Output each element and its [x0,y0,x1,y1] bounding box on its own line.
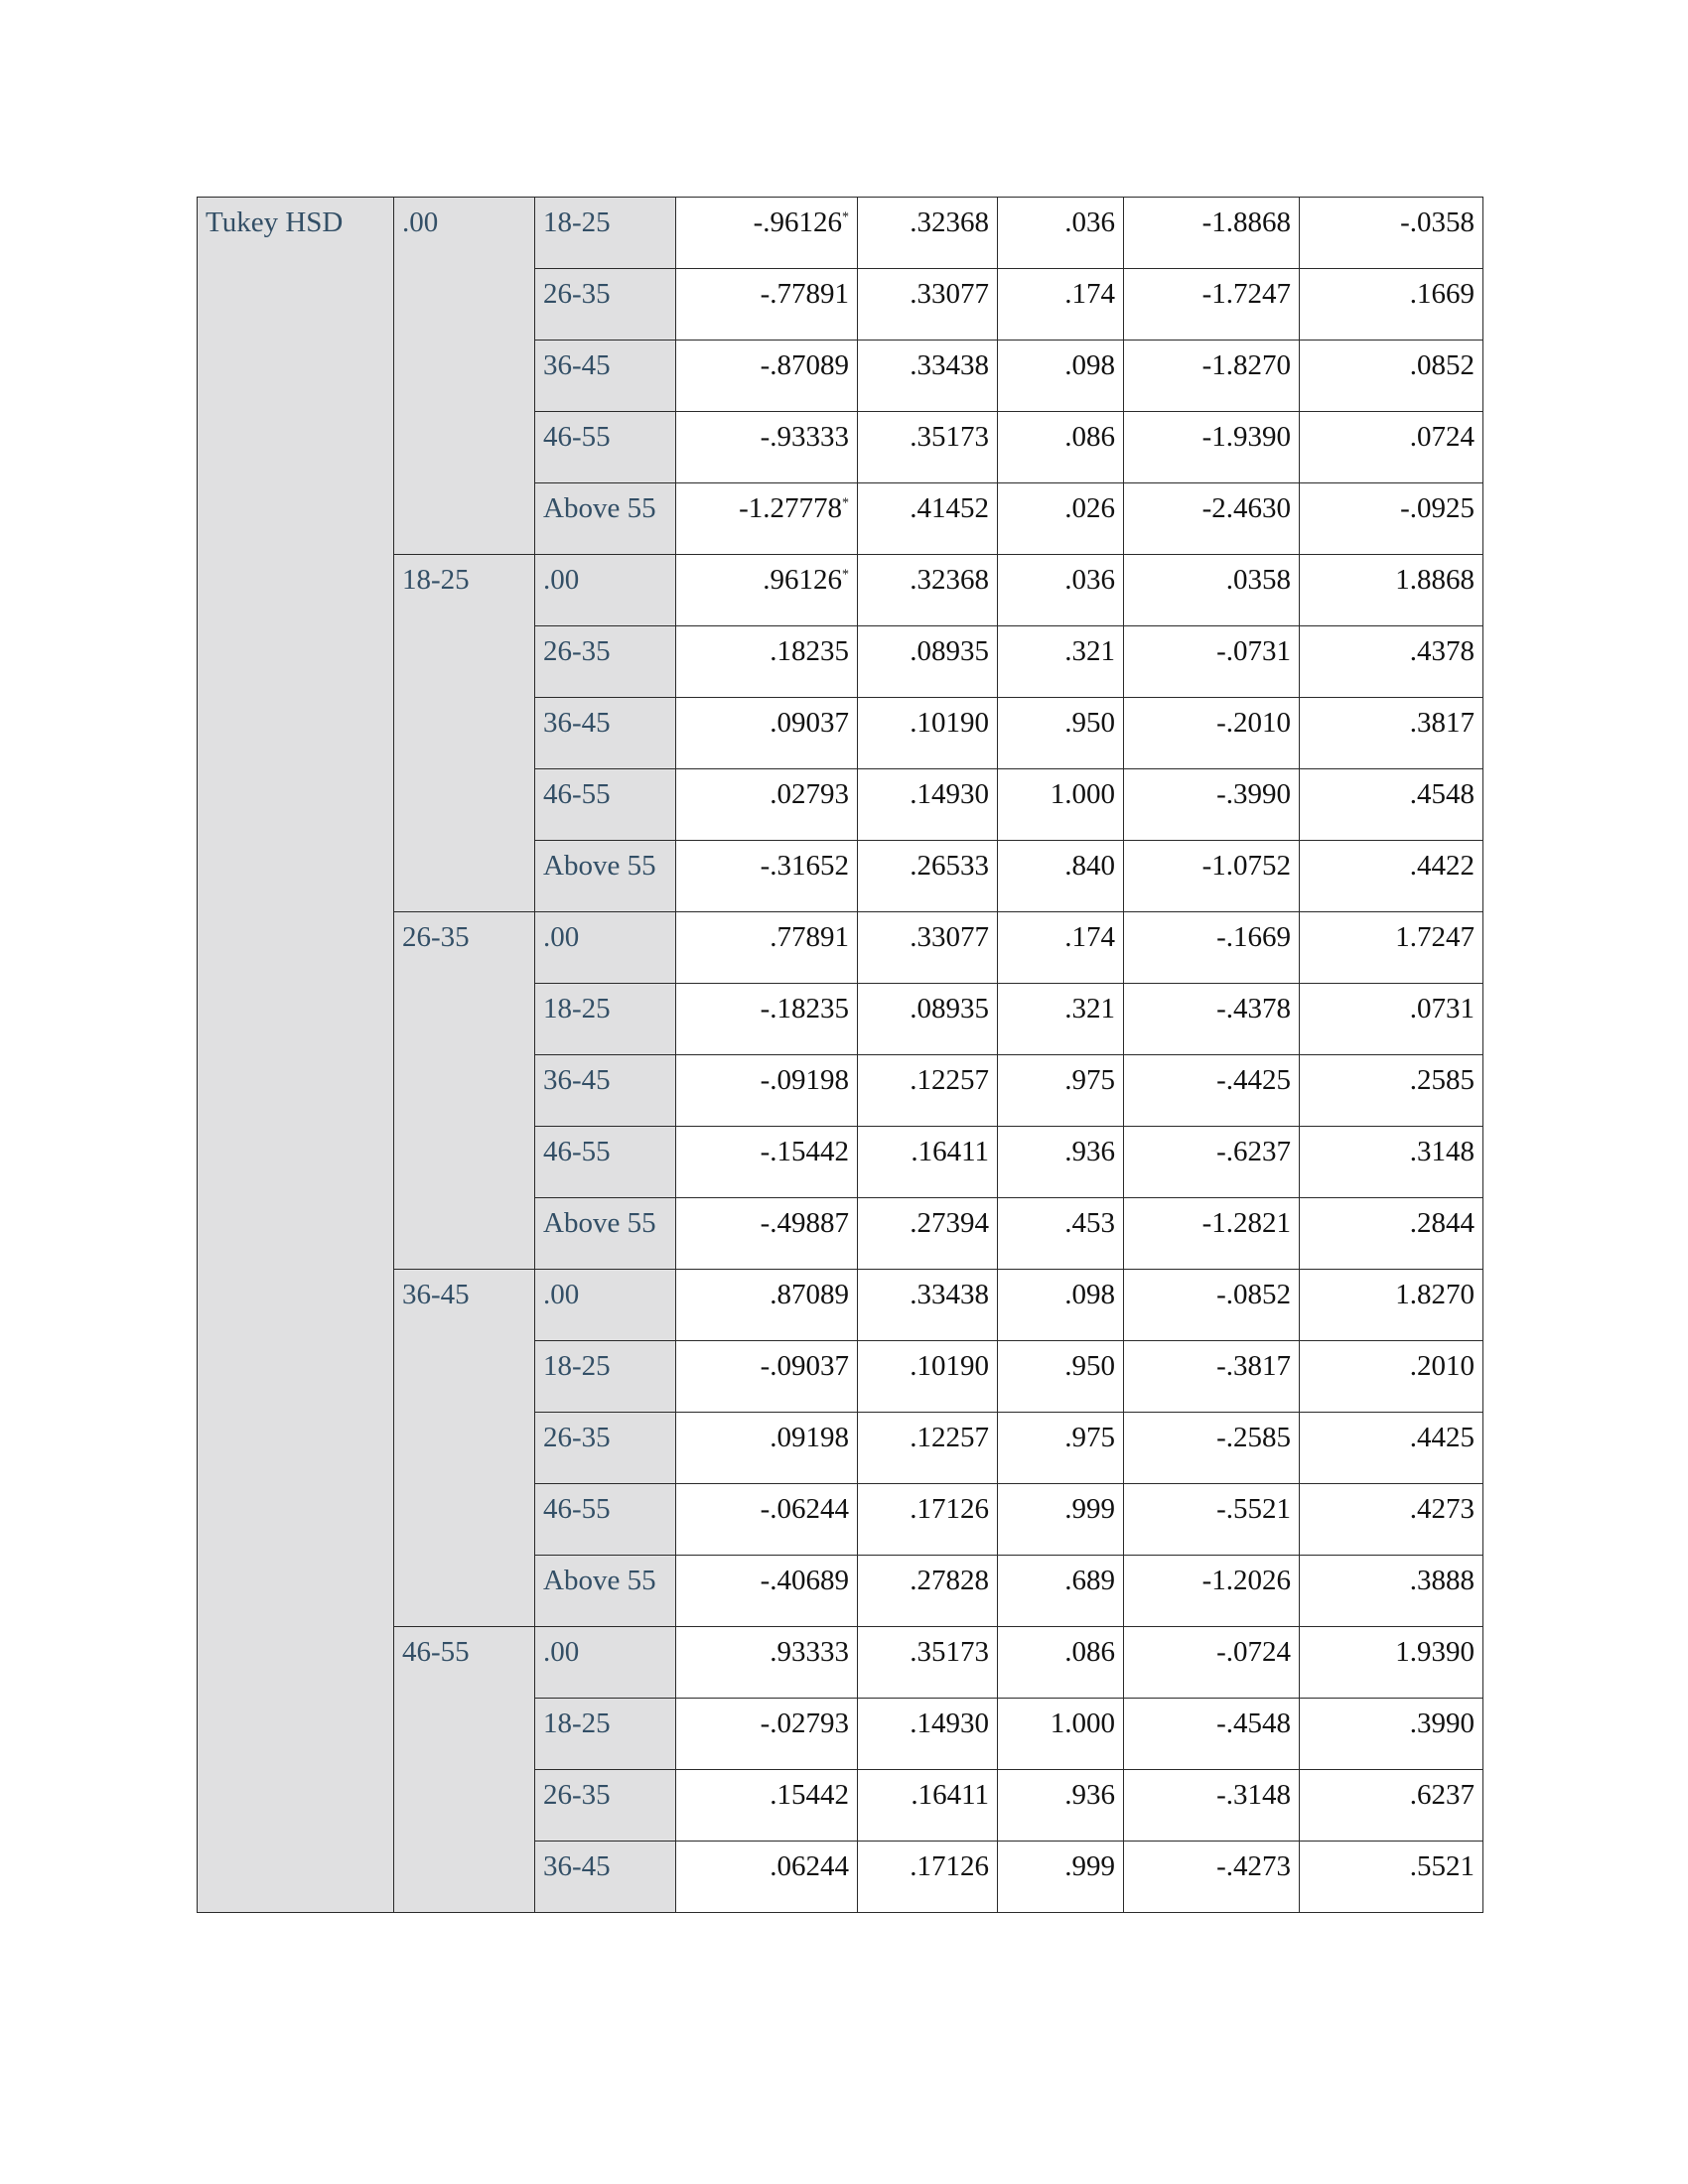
cell-value: .14930 [910,778,989,810]
upper-bound-cell [1300,841,1483,912]
std-error-cell [858,483,998,555]
cell-value: 1.7247 [1395,921,1475,953]
lower-bound-cell [1124,1627,1300,1699]
mean-difference-cell [676,1198,858,1270]
cell-value: -1.9390 [1201,421,1291,453]
mean-difference-cell [676,841,858,912]
significance-marker: * [842,495,849,511]
significance-marker: * [842,209,849,225]
cell-value: .174 [1064,278,1115,310]
mean-difference-cell [676,1270,858,1341]
std-error-cell [858,269,998,341]
group-j-label: Above 55 [535,841,676,912]
upper-bound-cell [1300,1842,1483,1913]
cell-value: .41452 [910,492,989,524]
cell-value: -.93333 [760,421,849,453]
upper-bound-cell [1300,769,1483,841]
upper-bound-cell [1300,912,1483,984]
mean-difference-cell [676,1484,858,1556]
std-error-cell [858,1413,998,1484]
cell-value: .32368 [910,564,989,596]
mean-difference-cell [676,1699,858,1770]
cell-value: .3990 [1409,1707,1475,1739]
cell-value: .17126 [910,1850,989,1882]
cell-value: .0852 [1409,349,1475,381]
lower-bound-cell [1124,269,1300,341]
sig-cell [998,412,1124,483]
cell-value: -.09037 [760,1350,849,1382]
cell-value: .12257 [910,1064,989,1096]
group-i-label: 18-25 [394,555,535,912]
sig-cell [998,984,1124,1055]
group-i-label: 26-35 [394,912,535,1270]
lower-bound-cell [1124,1270,1300,1341]
group-j-label: 18-25 [535,1341,676,1413]
lower-bound-cell [1124,1842,1300,1913]
cell-value: .3888 [1409,1565,1475,1596]
cell-value: -1.0752 [1201,850,1291,882]
std-error-cell [858,984,998,1055]
group-j-label: .00 [535,912,676,984]
cell-value: .33077 [910,921,989,953]
cell-value: .35173 [910,1636,989,1668]
cell-value: .3148 [1409,1136,1475,1167]
cell-value: .086 [1064,1636,1115,1668]
method-label: Tukey HSD [198,198,394,1913]
cell-value: .036 [1064,564,1115,596]
cell-value: -1.8868 [1201,206,1291,238]
sig-cell [998,841,1124,912]
cell-value: .950 [1064,707,1115,739]
mean-difference-cell [676,1127,858,1198]
cell-value: .33438 [910,1279,989,1310]
std-error-cell [858,626,998,698]
upper-bound-cell [1300,984,1483,1055]
cell-value: .0358 [1225,564,1291,596]
cell-value: .09198 [770,1422,849,1453]
upper-bound-cell [1300,1341,1483,1413]
cell-value: -.18235 [760,993,849,1024]
mean-difference-cell [676,912,858,984]
cell-value: 1.9390 [1395,1636,1475,1668]
lower-bound-cell [1124,912,1300,984]
std-error-cell [858,1055,998,1127]
cell-value: .12257 [910,1422,989,1453]
upper-bound-cell [1300,1270,1483,1341]
cell-value: -.06244 [760,1493,849,1525]
cell-value: -.1669 [1216,921,1291,953]
cell-value: .098 [1064,1279,1115,1310]
std-error-cell [858,341,998,412]
cell-value: -1.2026 [1201,1565,1291,1596]
cell-value: .026 [1064,492,1115,524]
cell-value: .16411 [911,1779,989,1811]
std-error-cell [858,1127,998,1198]
sig-cell [998,198,1124,269]
cell-value: 1.000 [1050,1707,1115,1739]
std-error-cell [858,412,998,483]
cell-value: .08935 [910,635,989,667]
lower-bound-cell [1124,1198,1300,1270]
mean-difference-cell [676,1341,858,1413]
std-error-cell [858,841,998,912]
group-i-label: 36-45 [394,1270,535,1627]
cell-value: .2585 [1409,1064,1475,1096]
std-error-cell [858,912,998,984]
group-i-label: .00 [394,198,535,555]
cell-value: .17126 [910,1493,989,1525]
std-error-cell [858,1770,998,1842]
upper-bound-cell [1300,1484,1483,1556]
upper-bound-cell [1300,1198,1483,1270]
cell-value: -.2585 [1216,1422,1291,1453]
group-j-label: 36-45 [535,1055,676,1127]
cell-value: .27828 [910,1565,989,1596]
group-j-label: 26-35 [535,1413,676,1484]
lower-bound-cell [1124,198,1300,269]
cell-value: .09037 [770,707,849,739]
cell-value: .321 [1064,993,1115,1024]
group-j-label: .00 [535,1270,676,1341]
cell-value: -.96126 [753,206,842,238]
cell-value: .35173 [910,421,989,453]
tukey-hsd-table [197,197,1483,1913]
cell-value: .26533 [910,850,989,882]
cell-value: -.2010 [1216,707,1291,739]
group-j-label: Above 55 [535,1556,676,1627]
cell-value: -2.4630 [1201,492,1291,524]
cell-value: -.0852 [1216,1279,1291,1310]
mean-difference-cell [676,341,858,412]
group-j-label: 36-45 [535,698,676,769]
cell-value: .08935 [910,993,989,1024]
sig-cell [998,1413,1124,1484]
cell-value: -.15442 [760,1136,849,1167]
upper-bound-cell [1300,198,1483,269]
cell-value: .086 [1064,421,1115,453]
cell-value: .0724 [1409,421,1475,453]
upper-bound-cell [1300,1627,1483,1699]
upper-bound-cell [1300,341,1483,412]
group-j-label: 36-45 [535,1842,676,1913]
cell-value: .10190 [910,1350,989,1382]
significance-marker: * [842,567,849,583]
group-j-label: Above 55 [535,1198,676,1270]
cell-value: .999 [1064,1493,1115,1525]
lower-bound-cell [1124,341,1300,412]
cell-value: -1.27778 [739,492,842,524]
sig-cell [998,1270,1124,1341]
upper-bound-cell [1300,269,1483,341]
cell-value: .4425 [1409,1422,1475,1453]
lower-bound-cell [1124,1341,1300,1413]
sig-cell [998,769,1124,841]
upper-bound-cell [1300,626,1483,698]
cell-value: .02793 [770,778,849,810]
sig-cell [998,341,1124,412]
cell-value: -.4425 [1216,1064,1291,1096]
cell-value: .33438 [910,349,989,381]
cell-value: .93333 [770,1636,849,1668]
cell-value: -.87089 [760,349,849,381]
group-j-label: 36-45 [535,341,676,412]
std-error-cell [858,1556,998,1627]
cell-value: -.77891 [760,278,849,310]
cell-value: .3817 [1409,707,1475,739]
upper-bound-cell [1300,1699,1483,1770]
std-error-cell [858,1842,998,1913]
sig-cell [998,1770,1124,1842]
mean-difference-cell [676,769,858,841]
std-error-cell [858,769,998,841]
cell-value: .936 [1064,1779,1115,1811]
std-error-cell [858,1198,998,1270]
cell-value: -.3817 [1216,1350,1291,1382]
sig-cell [998,626,1124,698]
lower-bound-cell [1124,555,1300,626]
upper-bound-cell [1300,1556,1483,1627]
mean-difference-cell [676,1556,858,1627]
cell-value: .27394 [910,1207,989,1239]
cell-value: -1.7247 [1201,278,1291,310]
cell-value: .87089 [770,1279,849,1310]
upper-bound-cell [1300,555,1483,626]
group-i-label: 46-55 [394,1627,535,1913]
cell-value: .18235 [770,635,849,667]
cell-value: -.3148 [1216,1779,1291,1811]
lower-bound-cell [1124,1055,1300,1127]
cell-value: .098 [1064,349,1115,381]
mean-difference-cell [676,1770,858,1842]
lower-bound-cell [1124,984,1300,1055]
sig-cell [998,1198,1124,1270]
cell-value: .036 [1064,206,1115,238]
cell-value: .4378 [1409,635,1475,667]
cell-value: -.4548 [1216,1707,1291,1739]
cell-value: .2010 [1409,1350,1475,1382]
lower-bound-cell [1124,841,1300,912]
cell-value: .16411 [911,1136,989,1167]
sig-cell [998,1484,1124,1556]
lower-bound-cell [1124,1699,1300,1770]
group-j-label: 46-55 [535,1127,676,1198]
upper-bound-cell [1300,1127,1483,1198]
std-error-cell [858,1627,998,1699]
group-j-label: 26-35 [535,269,676,341]
upper-bound-cell [1300,1413,1483,1484]
mean-difference-cell [676,555,858,626]
upper-bound-cell [1300,1055,1483,1127]
cell-value: -.3990 [1216,778,1291,810]
upper-bound-cell [1300,483,1483,555]
lower-bound-cell [1124,483,1300,555]
sig-cell [998,1055,1124,1127]
std-error-cell [858,1699,998,1770]
lower-bound-cell [1124,1484,1300,1556]
cell-value: .840 [1064,850,1115,882]
sig-cell [998,1699,1124,1770]
cell-value: .1669 [1409,278,1475,310]
cell-value: -1.2821 [1201,1207,1291,1239]
lower-bound-cell [1124,626,1300,698]
cell-value: -.49887 [760,1207,849,1239]
cell-value: .936 [1064,1136,1115,1167]
cell-value: .975 [1064,1422,1115,1453]
group-j-label: 18-25 [535,198,676,269]
lower-bound-cell [1124,1556,1300,1627]
cell-value: 1.8270 [1395,1279,1475,1310]
group-j-label: Above 55 [535,483,676,555]
sig-cell [998,1127,1124,1198]
std-error-cell [858,698,998,769]
mean-difference-cell [676,1055,858,1127]
sig-cell [998,912,1124,984]
mean-difference-cell [676,626,858,698]
sig-cell [998,1627,1124,1699]
cell-value: .174 [1064,921,1115,953]
mean-difference-cell [676,984,858,1055]
cell-value: .689 [1064,1565,1115,1596]
sig-cell [998,483,1124,555]
cell-value: .77891 [770,921,849,953]
sig-cell [998,698,1124,769]
cell-value: -.0925 [1400,492,1475,524]
group-j-label: 46-55 [535,769,676,841]
cell-value: -.31652 [760,850,849,882]
group-j-label: .00 [535,1627,676,1699]
cell-value: .453 [1064,1207,1115,1239]
cell-value: .4422 [1409,850,1475,882]
cell-value: .975 [1064,1064,1115,1096]
std-error-cell [858,555,998,626]
cell-value: .5521 [1409,1850,1475,1882]
upper-bound-cell [1300,412,1483,483]
std-error-cell [858,1484,998,1556]
cell-value: -.0358 [1400,206,1475,238]
cell-value: -.02793 [760,1707,849,1739]
cell-value: 1.000 [1050,778,1115,810]
cell-value: .6237 [1409,1779,1475,1811]
lower-bound-cell [1124,698,1300,769]
cell-value: .321 [1064,635,1115,667]
cell-value: -1.8270 [1201,349,1291,381]
cell-value: -.0731 [1216,635,1291,667]
cell-value: .06244 [770,1850,849,1882]
group-j-label: 18-25 [535,1699,676,1770]
mean-difference-cell [676,698,858,769]
group-j-label: .00 [535,555,676,626]
cell-value: .999 [1064,1850,1115,1882]
mean-difference-cell [676,483,858,555]
sig-cell [998,1842,1124,1913]
group-j-label: 26-35 [535,1770,676,1842]
cell-value: .32368 [910,206,989,238]
cell-value: -.5521 [1216,1493,1291,1525]
cell-value: .0731 [1409,993,1475,1024]
cell-value: .10190 [910,707,989,739]
cell-value: .33077 [910,278,989,310]
cell-value: -.0724 [1216,1636,1291,1668]
sig-cell [998,555,1124,626]
std-error-cell [858,198,998,269]
sig-cell [998,269,1124,341]
mean-difference-cell [676,1842,858,1913]
lower-bound-cell [1124,769,1300,841]
cell-value: -.09198 [760,1064,849,1096]
mean-difference-cell [676,412,858,483]
mean-difference-cell [676,198,858,269]
table-row [198,198,1483,269]
group-j-label: 26-35 [535,626,676,698]
cell-value: -.4273 [1216,1850,1291,1882]
lower-bound-cell [1124,1127,1300,1198]
cell-value: -.4378 [1216,993,1291,1024]
cell-value: .96126 [763,564,842,596]
sig-cell [998,1556,1124,1627]
std-error-cell [858,1341,998,1413]
cell-value: -.6237 [1216,1136,1291,1167]
lower-bound-cell [1124,1413,1300,1484]
mean-difference-cell [676,269,858,341]
upper-bound-cell [1300,1770,1483,1842]
cell-value: 1.8868 [1395,564,1475,596]
group-j-label: 46-55 [535,412,676,483]
cell-value: .950 [1064,1350,1115,1382]
sig-cell [998,1341,1124,1413]
cell-value: .4548 [1409,778,1475,810]
mean-difference-cell [676,1627,858,1699]
lower-bound-cell [1124,1770,1300,1842]
cell-value: .14930 [910,1707,989,1739]
group-j-label: 18-25 [535,984,676,1055]
lower-bound-cell [1124,412,1300,483]
cell-value: .15442 [770,1779,849,1811]
mean-difference-cell [676,1413,858,1484]
std-error-cell [858,1270,998,1341]
cell-value: .4273 [1409,1493,1475,1525]
cell-value: -.40689 [760,1565,849,1596]
group-j-label: 46-55 [535,1484,676,1556]
cell-value: .2844 [1409,1207,1475,1239]
upper-bound-cell [1300,698,1483,769]
